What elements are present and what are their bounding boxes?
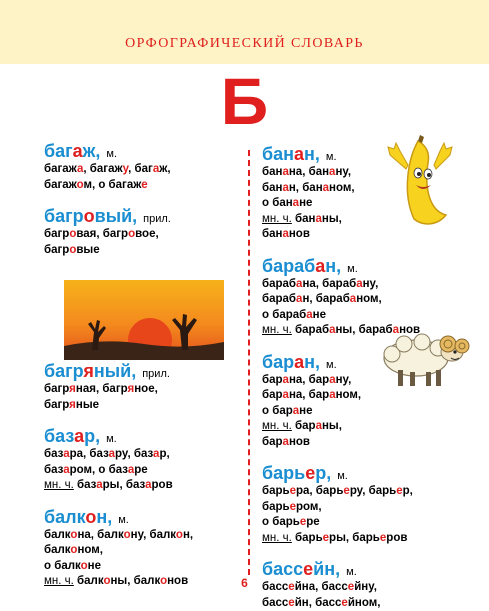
text-segment: барь (292, 532, 323, 544)
text-segment: на, бараб (302, 278, 356, 290)
stress-mark: а (63, 464, 69, 476)
text-segment: не (299, 197, 312, 209)
text-segment: ром, о баз (70, 464, 128, 476)
stress-mark: о (81, 560, 88, 572)
word-form-line (44, 398, 242, 414)
stress-mark: а (145, 479, 151, 491)
word-form-line (262, 292, 477, 308)
stress-mark: е (290, 485, 296, 497)
word-form-line (44, 243, 242, 259)
text-segment: багр (44, 383, 69, 395)
plural-label: мн. ч. (262, 532, 292, 544)
stress-mark: е (288, 597, 294, 609)
header-band (0, 0, 489, 64)
stress-mark: е (141, 179, 147, 191)
text-segment: о бараб (262, 309, 306, 321)
word-form-line (262, 308, 477, 324)
text-segment: м, о багаж (83, 179, 141, 191)
text-segment: о балк (44, 560, 81, 572)
entry-headword-line (262, 462, 477, 484)
part-of-speech: м. (118, 514, 129, 526)
text-segment: йн, (313, 559, 340, 579)
stress-mark: а (128, 464, 134, 476)
text-segment: балк (74, 575, 104, 587)
stress-mark: а (293, 405, 299, 417)
text-segment: ры, барь (329, 532, 380, 544)
dictionary-entry (262, 462, 477, 546)
entry-spacer (44, 494, 242, 506)
text-segment: бар (262, 389, 283, 401)
entry-headword-line (44, 425, 242, 447)
entry-headword (44, 426, 100, 446)
stress-mark: а (293, 197, 299, 209)
text-segment: р, (84, 426, 100, 446)
part-of-speech: м. (337, 470, 348, 482)
text-segment: бан (292, 213, 316, 225)
entry-headword (44, 507, 112, 527)
word-form-line (44, 447, 242, 463)
word-form-line (262, 404, 477, 420)
stress-mark: о (124, 529, 131, 541)
text-segment: бараб (292, 324, 329, 336)
text-segment: н, (96, 507, 112, 527)
entry-spacer (262, 243, 477, 255)
plural-label: мн. ч. (44, 575, 74, 587)
text-segment: ны, балк (110, 575, 160, 587)
text-segment: багр (44, 399, 69, 411)
part-of-speech: м. (347, 263, 358, 275)
text-segment: ны, (322, 420, 342, 432)
stress-mark: а (315, 213, 321, 225)
text-segment: ры, баз (103, 479, 145, 491)
entry-spacer (44, 413, 242, 425)
stress-mark: а (356, 278, 362, 290)
word-form-line (262, 277, 477, 293)
plural-label: мн. ч. (262, 324, 292, 336)
plural-label: мн. ч. (262, 213, 292, 225)
text-segment: ном, (77, 544, 103, 556)
page-header-title: ОРФОГРАФИЧЕСКИЙ СЛОВАРЬ (0, 36, 489, 52)
entry-spacer (44, 193, 242, 205)
text-segment: вое, (135, 228, 159, 240)
dictionary-entry (262, 255, 477, 339)
entry-headword-line (44, 140, 242, 162)
stress-mark: я (83, 361, 94, 381)
word-form-line (44, 463, 242, 479)
stress-mark: я (69, 399, 76, 411)
word-form-line (262, 388, 477, 404)
text-segment: балк (44, 544, 70, 556)
dictionary-entry (44, 205, 242, 258)
text-segment: басс (262, 559, 303, 579)
stress-mark: е (288, 581, 294, 593)
text-segment: ров (386, 532, 407, 544)
word-form-line (262, 531, 477, 547)
entry-headword (44, 141, 100, 161)
text-segment: о бан (262, 197, 293, 209)
stress-mark: а (73, 141, 83, 161)
word-form-line (44, 559, 242, 575)
word-form-line (44, 478, 242, 494)
text-segment: р, (159, 448, 169, 460)
stress-mark: о (160, 575, 167, 587)
part-of-speech: м. (106, 148, 117, 160)
entry-headword (262, 463, 331, 483)
text-segment: на, бар (289, 389, 329, 401)
text-segment: бар (262, 436, 283, 448)
text-segment: на, бар (289, 374, 329, 386)
stress-mark: а (63, 448, 69, 460)
entry-headword (44, 206, 137, 226)
stress-mark: а (296, 293, 302, 305)
stress-mark: е (348, 581, 354, 593)
stress-mark: а (329, 166, 335, 178)
stress-mark: о (85, 507, 96, 527)
entry-headword-line (262, 255, 477, 277)
text-segment: на, бан (289, 166, 329, 178)
text-segment: бан (262, 228, 282, 240)
text-segment: баз (74, 479, 96, 491)
text-segment: багр (44, 244, 69, 256)
stress-mark: а (109, 448, 115, 460)
text-segment: нов (289, 436, 310, 448)
stress-mark: я (69, 383, 76, 395)
text-segment: багр (44, 228, 69, 240)
word-form-line (44, 543, 242, 559)
text-segment: н, бараб (302, 293, 349, 305)
text-segment: баз (44, 426, 74, 446)
text-segment: бараб (262, 293, 296, 305)
plural-label: мн. ч. (262, 420, 292, 432)
text-segment: ну, (335, 166, 351, 178)
text-segment: нов (167, 575, 188, 587)
stress-mark: а (283, 436, 289, 448)
stress-mark: е (300, 516, 306, 528)
text-segment: бар (262, 352, 294, 372)
stress-mark: е (305, 463, 315, 483)
stress-mark: о (70, 544, 77, 556)
stress-mark: о (70, 529, 77, 541)
text-segment: нов (399, 324, 420, 336)
stress-mark: о (176, 529, 183, 541)
text-segment: бараб (262, 278, 296, 290)
stress-mark: о (84, 206, 95, 226)
stress-mark: а (294, 352, 304, 372)
word-form-line (262, 435, 477, 451)
word-form-line (262, 515, 477, 531)
stress-mark: а (316, 420, 322, 432)
part-of-speech: м. (326, 359, 337, 371)
entry-headword-line (44, 205, 242, 227)
ram-picture (378, 330, 470, 390)
stress-mark: е (290, 501, 296, 513)
text-segment: ром, (296, 501, 322, 513)
text-segment: не (313, 309, 326, 321)
text-segment: йну, (354, 581, 377, 593)
text-segment: н, бан (289, 182, 323, 194)
stress-mark: а (282, 182, 288, 194)
entry-headword-line (44, 506, 242, 528)
text-segment: ный, (94, 361, 136, 381)
text-segment: нов (289, 228, 310, 240)
text-segment: на, балк (77, 529, 123, 541)
stress-mark: е (323, 532, 329, 544)
left-entries-top (44, 140, 242, 280)
part-of-speech: прил. (142, 368, 170, 380)
text-segment: ну, балк (131, 529, 176, 541)
text-segment: не (88, 560, 101, 572)
text-segment: н, (183, 529, 193, 541)
stress-mark: а (329, 324, 335, 336)
part-of-speech: м. (326, 151, 337, 163)
text-segment: ная, багр (76, 383, 128, 395)
text-segment: басс (262, 581, 288, 593)
stress-mark: а (315, 256, 325, 276)
stress-mark: е (380, 532, 386, 544)
text-segment: ж, (83, 141, 101, 161)
text-segment: р, (315, 463, 331, 483)
banana-picture (380, 133, 460, 231)
text-segment: баг (44, 141, 73, 161)
text-segment: вая, багр (76, 228, 128, 240)
text-segment: багр (44, 361, 83, 381)
stress-mark: о (69, 228, 76, 240)
text-segment: бар (292, 420, 316, 432)
stress-mark: о (69, 244, 76, 256)
text-segment: вые (76, 244, 99, 256)
text-segment: о бар (262, 405, 293, 417)
stress-mark: а (329, 374, 335, 386)
text-segment: ны, (322, 213, 342, 225)
word-form-line (44, 227, 242, 243)
word-form-line (262, 500, 477, 516)
stress-mark: а (153, 448, 159, 460)
left-entries-bottom (44, 360, 242, 590)
word-form-line (262, 484, 477, 500)
text-segment: ра, барь (296, 485, 343, 497)
stress-mark: о (103, 575, 110, 587)
sunset-picture (64, 280, 224, 360)
dictionary-entry (44, 140, 242, 193)
section-letter: Б (0, 66, 489, 136)
text-segment: ное, (134, 383, 158, 395)
text-segment: ру, барь (350, 485, 396, 497)
stress-mark: а (393, 324, 399, 336)
text-segment: ре (134, 464, 147, 476)
word-form-line (44, 178, 242, 194)
text-segment: багр (44, 206, 84, 226)
text-segment: ров (152, 479, 173, 491)
text-segment: ные (76, 399, 99, 411)
stress-mark: а (282, 228, 288, 240)
text-segment: бан (262, 144, 294, 164)
stress-mark: я (128, 383, 135, 395)
text-segment: ны, бараб (335, 324, 392, 336)
stress-mark: а (294, 144, 304, 164)
word-form-line (44, 528, 242, 544)
text-segment: барь (262, 501, 290, 513)
text-segment: ну, (363, 278, 379, 290)
entry-headword (262, 144, 320, 164)
entry-spacer (262, 450, 477, 462)
text-segment: ра, баз (70, 448, 109, 460)
text-segment: ж, (159, 163, 170, 175)
entry-headword (262, 256, 341, 276)
word-form-line (44, 382, 242, 398)
stress-mark: е (396, 485, 402, 497)
text-segment: , баг (128, 163, 153, 175)
stress-mark: а (77, 163, 83, 175)
entry-headword (262, 352, 320, 372)
stress-mark: а (350, 293, 356, 305)
text-segment: бан (262, 166, 282, 178)
text-segment: н, (304, 144, 320, 164)
stress-mark: а (96, 479, 102, 491)
text-segment: бар (262, 374, 283, 386)
dictionary-entry (44, 360, 242, 413)
page-number: 6 (0, 576, 489, 590)
text-segment: балк (44, 507, 85, 527)
text-segment: ном, (336, 389, 362, 401)
stress-mark: о (128, 228, 135, 240)
column-divider (248, 150, 250, 575)
text-segment: барь (262, 485, 290, 497)
part-of-speech: прил. (143, 213, 171, 225)
entry-headword-line (44, 360, 242, 382)
text-segment: ном, (356, 293, 382, 305)
stress-mark: е (343, 485, 349, 497)
text-segment: йн, басс (295, 597, 342, 609)
stress-mark: е (303, 559, 313, 579)
text-segment: вый, (95, 206, 138, 226)
left-column (44, 140, 242, 590)
text-segment: н, (304, 352, 320, 372)
text-segment: ном, (329, 182, 355, 194)
text-segment: барь (262, 463, 305, 483)
stress-mark: о (77, 179, 84, 191)
stress-mark: а (74, 426, 84, 446)
text-segment: балк (44, 529, 70, 541)
text-segment: не (299, 405, 312, 417)
dictionary-entry (44, 425, 242, 494)
stress-mark: а (283, 389, 289, 401)
entry-spacer (262, 546, 477, 558)
text-segment: баз (44, 464, 63, 476)
text-segment: бараб (262, 256, 315, 276)
part-of-speech: м. (106, 433, 117, 445)
text-segment: баз (44, 448, 63, 460)
part-of-speech: м. (346, 566, 357, 578)
word-form-line (262, 596, 477, 611)
plural-label: мн. ч. (44, 479, 74, 491)
text-segment: ну, (336, 374, 352, 386)
stress-mark: а (296, 278, 302, 290)
text-segment: йном, (348, 597, 381, 609)
text-segment: багаж (44, 179, 77, 191)
text-segment: йна, басс (295, 581, 348, 593)
text-segment: багаж (44, 163, 77, 175)
text-segment: н, (325, 256, 341, 276)
entry-spacer (44, 258, 242, 270)
text-segment: ру, баз (115, 448, 153, 460)
stress-mark: е (341, 597, 347, 609)
stress-mark: у (123, 163, 129, 175)
stress-mark: а (323, 182, 329, 194)
text-segment: р, (403, 485, 413, 497)
text-segment: басс (262, 597, 288, 609)
stress-mark: а (153, 163, 159, 175)
stress-mark: а (329, 389, 335, 401)
entry-headword (44, 361, 136, 381)
stress-mark: а (306, 309, 312, 321)
stress-mark: а (283, 374, 289, 386)
word-form-line (44, 162, 242, 178)
word-form-line (262, 419, 477, 435)
text-segment: о барь (262, 516, 300, 528)
text-segment: бан (262, 182, 282, 194)
text-segment: , багаж (83, 163, 122, 175)
stress-mark: а (282, 166, 288, 178)
text-segment: ре (306, 516, 319, 528)
